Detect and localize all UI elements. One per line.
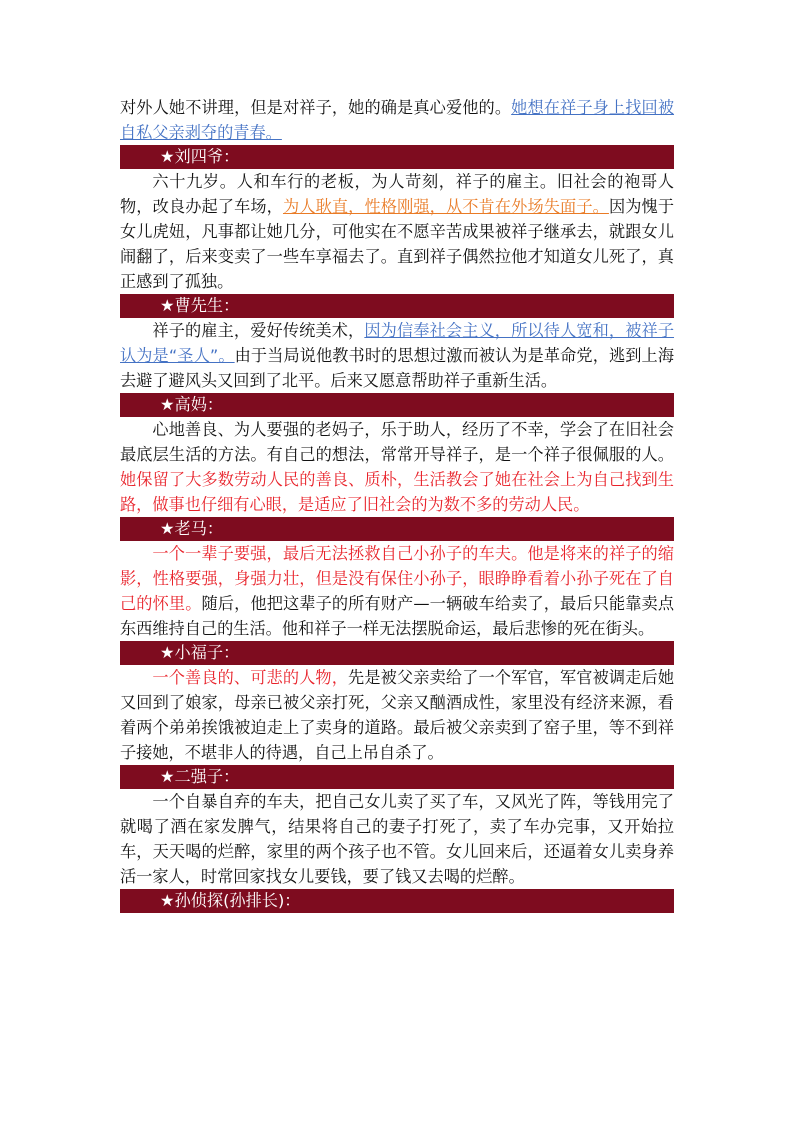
- xiaofuzi-red-text: 一个善良的、可悲的人物，: [152, 668, 349, 687]
- intro-paragraph: [120, 95, 674, 145]
- erqiangzi-paragraph: 一个自暴自弃的车夫，把自己女儿卖了买了车，又风光了阵，等钱用完了就喝了酒在家发脾气，结果将自己的妻子打死了，卖了车办完事，又开始拉车，天天喝的烂醉，家里的两个孩子也不管。女儿回来后，还逼着女儿卖身养活一家人，时常回家找女儿要钱，要了钱又去喝的烂醉。: [120, 792, 674, 886]
- section-header-gao: ★高妈：: [120, 393, 674, 417]
- liu-text-1: 六十九岁。人和车行的老板，为人苛刻，祥子的雇主。旧社会的袍哥人物，改良办起了车场，: [120, 172, 674, 216]
- liu-text-2: 因为愧于女儿虎妞，凡事都让她几分，可他实在不愿辛苦成果被祥子继承去，就跟女儿闹翻了，后来变卖了一些车享福去了。直到祥子偶然拉他才知道女儿死了，真正感到了孤独。: [120, 197, 675, 291]
- intro-highlight-link[interactable]: 她想在祥子身上找回被自私父亲剥夺的青春。: [120, 98, 675, 142]
- liu-paragraph: [120, 169, 674, 294]
- section-header-erqiangzi: ★二强子：: [120, 765, 674, 789]
- intro-text: 对外人她不讲理，但是对祥子，她的确是真心爱他的。: [120, 98, 512, 117]
- gao-paragraph: [120, 417, 674, 517]
- document-page: [120, 95, 674, 913]
- cao-text-1: 祥子的雇主，爱好传统美术，: [152, 321, 365, 340]
- laoma-red-text: 一个一辈子要强，最后无法拯救自己小孙子的车夫。他是将来的祥子的缩影，性格要强，身强力壮，但是没有保住小孙子，眼睁睁看着小孙子死在了自己的怀里。: [120, 544, 674, 613]
- xiaofuzi-text: 先是被父亲卖给了一个军官，军官被调走后她又回到了娘家，母亲已被父亲打死，父亲又酗酒成性，家里没有经济来源，看着两个弟弟挨饿被迫走上了卖身的道路。最后被父亲卖到了窑子里，等不到祥子接她，不堪非人的待遇，自己上吊自杀了。: [120, 668, 675, 762]
- gao-red-text: 她保留了大多数劳动人民的善良、质朴，生活教会了她在社会上为自己找到生路，做事也仔细有心眼，是适应了旧社会的为数不多的劳动人民。: [120, 470, 674, 514]
- section-header-sun: ★孙侦探(孙排长)：: [120, 889, 674, 913]
- laoma-text: 随后，他把这辈子的所有财产—一辆破车给卖了，最后只能靠卖点东西维持自己的生活。他和祥子一样无法摆脱命运，最后悲惨的死在街头。: [120, 594, 675, 638]
- cao-highlight-link[interactable]: 因为信奉社会主义，所以待人宽和，被祥子认为是“圣人”。: [120, 321, 675, 365]
- cao-paragraph: [120, 318, 674, 393]
- cao-text-2: 由于当局说他教书时的思想过激而被认为是革命党，逃到上海去避了避风头又回到了北平。后来又愿意帮助祥子重新生活。: [120, 346, 675, 390]
- xiaofuzi-paragraph: [120, 665, 674, 765]
- gao-text-1: 心地善良、为人要强的老妈子，乐于助人，经历了不幸，学会了在旧社会最底层生活的方法。有自己的想法，常常开导祥子，是一个祥子很佩服的人。: [120, 420, 674, 464]
- section-header-xiaofuzi: ★小福子：: [120, 641, 674, 665]
- section-header-cao: ★曹先生：: [120, 294, 674, 318]
- section-header-liu: ★刘四爷：: [120, 145, 674, 169]
- liu-highlight-link[interactable]: 为人耿直，性格刚强，从不肯在外场失面子。: [282, 197, 609, 216]
- laoma-paragraph: [120, 541, 674, 641]
- section-header-laoma: ★老马：: [120, 517, 674, 541]
